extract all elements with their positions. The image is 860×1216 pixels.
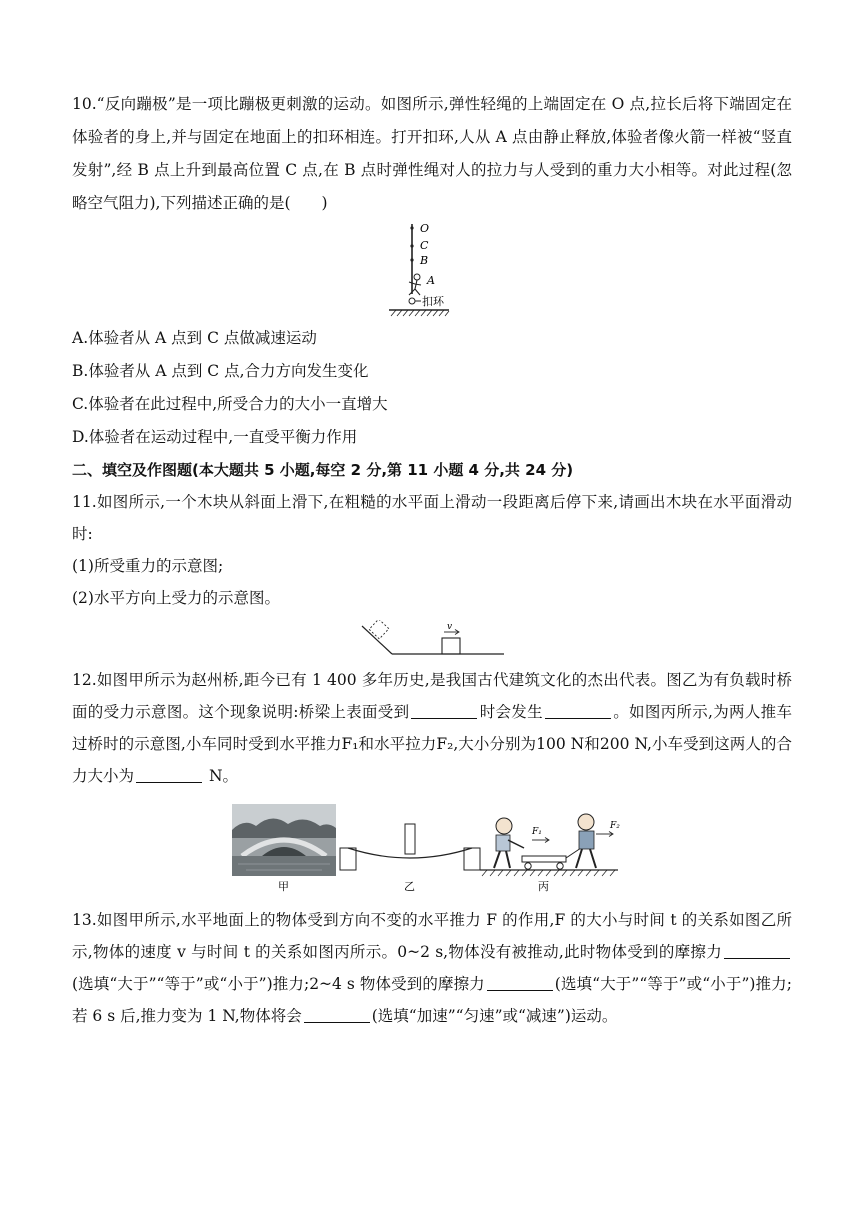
worksheet-page — [72, 88, 792, 1032]
q12-blank-3[interactable] — [136, 768, 202, 783]
q11-sub-2: (2)水平方向上受力的示意图。 — [72, 589, 280, 607]
reverse-bungee-diagram — [387, 222, 477, 322]
q11-stem: 11.如图所示,一个木块从斜面上滑下,在粗糙的水平面上滑动一段距离后停下来,请画出木块在水平面滑动时: — [72, 493, 792, 543]
q12-text-2: 时会发生 — [479, 703, 543, 721]
section-2-title: 二、填空及作图题(本大题共 5 小题,每空 2 分,第 11 小题 4 分,共 24 分) — [72, 461, 574, 479]
label-f1: F₁ — [532, 827, 542, 837]
q12-blank-2[interactable] — [545, 704, 611, 719]
label-v: v — [447, 622, 453, 632]
q10-option-c[interactable]: C.体验者在此过程中,所受合力的大小一直增大 — [72, 395, 388, 413]
cart-push-pull-diagram — [480, 814, 620, 876]
bridge-load-diagram — [340, 824, 480, 870]
label-yi: 乙 — [404, 880, 415, 893]
q10-option-b[interactable]: B.体验者从 A 点到 C 点,合力方向发生变化 — [72, 362, 369, 380]
q11-sub-1: (1)所受重力的示意图; — [72, 557, 224, 575]
label-bing: 丙 — [538, 880, 549, 893]
q13-text-3: (选填“大于”“等于”或“小于”)推力;若 6 s 后,推力变为 1 N,物体将会 — [72, 975, 792, 1025]
label-jia: 甲 — [278, 880, 289, 893]
q13-blank-1[interactable] — [724, 944, 790, 959]
q12-text-4: N。 — [204, 767, 239, 785]
q10-option-d[interactable]: D.体验者在运动过程中,一直受平衡力作用 — [72, 428, 358, 446]
q10-stem: 10.“反向蹦极”是一项比蹦极更刺激的运动。如图所示,弹性轻绳的上端固定在 O 点,拉长后将下端固定在体验者的身上,并与固定在地面上的扣环相连。打开扣环,人从 A 点由静止释放,体验者像火箭一样被“竖直发射”,经 B 点上升到最高位置 C 点,在 B 点时弹性绳对人的拉力与人受到的重力大小相等。对此过程(忽略空气阻力),下列描述正确的是( ) — [72, 95, 792, 212]
q13-blank-2[interactable] — [487, 976, 553, 991]
q13-blank-3[interactable] — [304, 1008, 370, 1023]
q12-blank-1[interactable] — [411, 704, 477, 719]
q13-text-4: (选填“加速”“匀速”或“减速”)运动。 — [371, 1007, 618, 1025]
bridge-cart-diagram — [232, 804, 632, 894]
question-13 — [72, 904, 792, 1032]
q10-figure — [72, 222, 792, 322]
question-12 — [72, 664, 792, 894]
label-b: B — [420, 254, 429, 267]
zhaozhou-bridge-photo — [232, 804, 336, 876]
question-11 — [72, 486, 792, 660]
q12-text-3: 。如图丙所示,为两人推车过桥时的示意图,小车同时受到水平推力F₁和水平拉力F₂,大小分别为100 N和200 N,小车受到这两人的合力大小为 — [72, 703, 792, 785]
incline-block-diagram — [352, 620, 512, 660]
label-o: O — [420, 222, 430, 235]
question-10 — [72, 88, 792, 454]
label-f2: F₂ — [610, 821, 620, 831]
label-c: C — [420, 239, 429, 252]
q11-figure — [72, 620, 792, 660]
q12-figure — [72, 804, 792, 894]
q12-text-1: 12.如图甲所示为赵州桥,距今已有 1 400 多年历史,是我国古代建筑文化的杰出代表。图乙为有负载时桥面的受力示意图。这个现象说明:桥梁上表面受到 — [72, 671, 792, 721]
label-a: A — [427, 274, 435, 287]
q13-text-2: (选填“大于”“等于”或“小于”)推力;2~4 s 物体受到的摩擦力 — [72, 975, 485, 993]
q10-option-a[interactable]: A.体验者从 A 点到 C 点做减速运动 — [72, 329, 317, 347]
q13-text-1: 13.如图甲所示,水平地面上的物体受到方向不变的水平推力 F 的作用,F 的大小与时间 t 的关系如图乙所示,物体的速度 v 与时间 t 的关系如图丙所示。0~2 s,物体没有被推动,此时物体受到的摩擦力 — [72, 911, 792, 961]
label-ring: 扣环 — [422, 295, 444, 308]
